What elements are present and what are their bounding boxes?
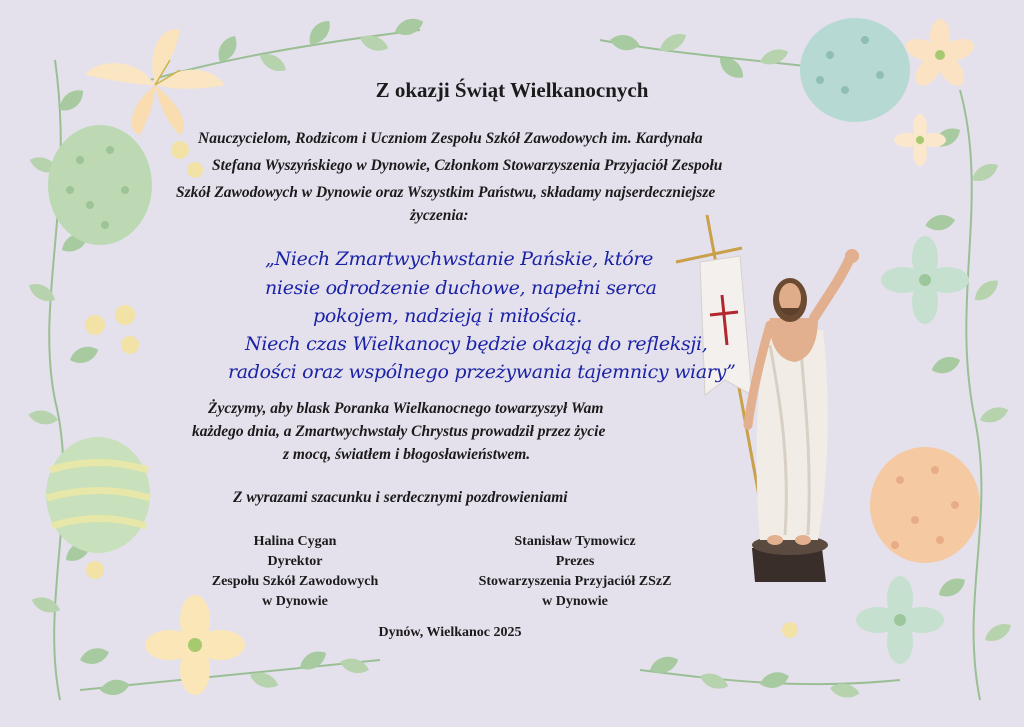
signer-right-org: Stowarzyszenia Przyjaciół ZSzZ	[478, 574, 672, 589]
risen-christ-statue-icon	[676, 215, 859, 582]
easter-egg-icon	[800, 18, 910, 122]
flower-icon	[856, 576, 944, 664]
flower-icon	[881, 236, 969, 324]
page-title: Z okazji Świąt Wielkanocnych	[375, 78, 649, 102]
intro-line-2: Stefana Wyszyńskiego w Dynowie, Członkom Stowarzyszenia Przyjaciół Zespołu	[212, 157, 723, 174]
leaf-branch-icon	[924, 90, 1014, 700]
signer-right-name: Stanisław Tymowicz	[514, 534, 636, 549]
closing-text: Z wyrazami szacunku i serdecznymi pozdrowieniami	[233, 489, 568, 506]
signer-left-name: Halina Cygan	[253, 534, 337, 549]
signer-right-role: Prezes	[555, 554, 595, 569]
wish-line-1: „Niech Zmartwychwstanie Pańskie, które	[265, 248, 654, 270]
easter-egg-icon	[46, 437, 150, 553]
body-line-1: Życzymy, aby blask Poranka Wielkanocnego towarzyszył Wam	[208, 400, 604, 417]
signer-right-place: w Dynowie	[542, 594, 608, 609]
intro-line-3: Szkół Zawodowych w Dynowie oraz Wszystkim Państwu, składamy najserdeczniejsze	[176, 184, 716, 201]
signature-left	[175, 532, 415, 612]
body-line-2: każdego dnia, a Zmartwychwstały Chrystus prowadził przez życie	[192, 423, 606, 440]
lily-icon	[85, 29, 225, 135]
place-date: Dynów, Wielkanoc 2025	[378, 625, 522, 640]
wish-line-2: niesie odrodzenie duchowe, napełni serca	[265, 277, 657, 299]
signature-right	[440, 532, 710, 612]
intro-line-4: życzenia:	[410, 207, 469, 224]
signer-left-place: w Dynowie	[262, 594, 328, 609]
signer-left-role: Dyrektor	[267, 554, 323, 569]
signer-left-org: Zespołu Szkół Zawodowych	[211, 574, 379, 589]
wish-line-3: pokojem, nadzieją i miłością.	[313, 305, 583, 327]
flower-icon	[903, 19, 977, 90]
flower-icon	[894, 114, 946, 166]
easter-egg-icon	[48, 125, 152, 245]
intro-line-1: Nauczycielom, Rodzicom i Uczniom Zespołu Szkół Zawodowych im. Kardynała	[198, 130, 703, 147]
body-line-3: z mocą, światłem i błogosławieństwem.	[283, 446, 531, 463]
wish-line-5: radości oraz wspólnego przeżywania tajemnicy wiary”	[228, 361, 736, 383]
easter-egg-icon	[870, 447, 980, 563]
wish-line-4: Niech czas Wielkanocy będzie okazją do refleksji,	[245, 333, 708, 355]
